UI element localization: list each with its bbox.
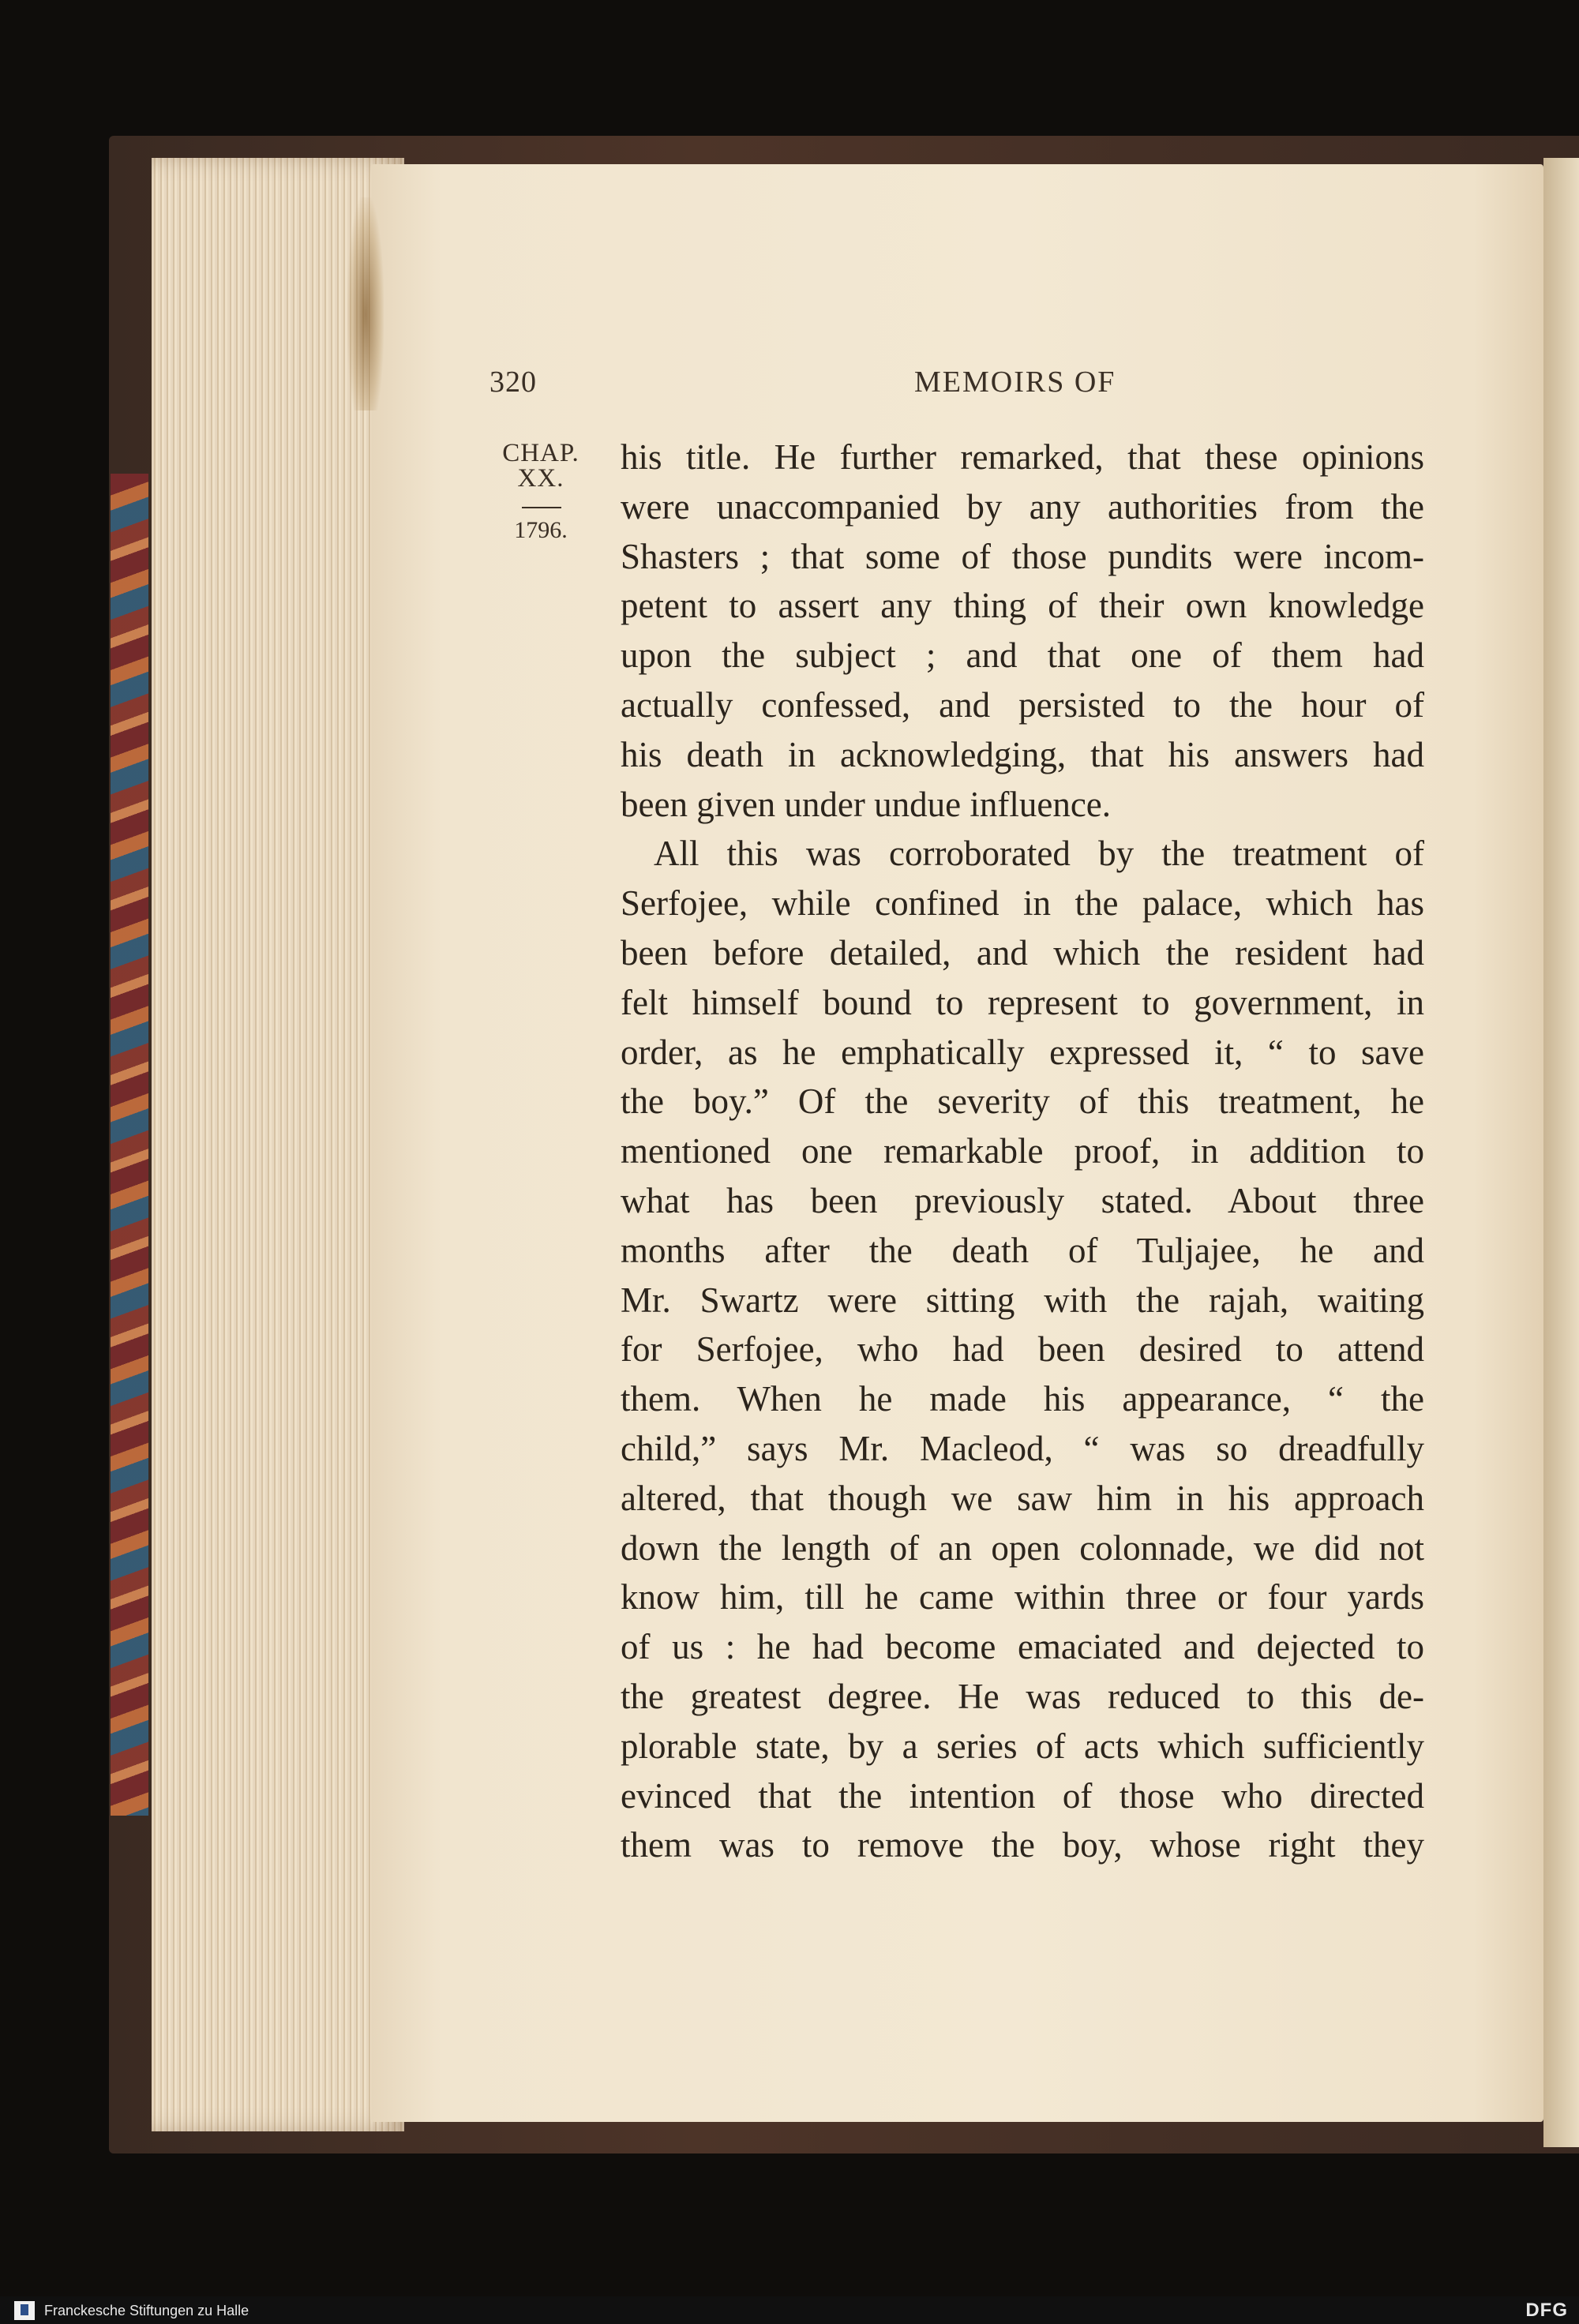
facing-page-edge xyxy=(1543,158,1579,2147)
text-line: the boy.” Of the severity of this treatment, he xyxy=(621,1081,1424,1122)
text-line: petent to assert any thing of their own knowledge xyxy=(621,586,1424,626)
text-line: of us : he had become emaciated and dejected to xyxy=(621,1627,1424,1667)
text-line: All this was corroborated by the treatment of xyxy=(654,834,1424,874)
text-line: the greatest degree. He was reduced to this de- xyxy=(621,1676,1424,1716)
text-line: altered, that though we saw him in his approach xyxy=(621,1478,1424,1518)
margin-chapter-number: XX. xyxy=(517,464,564,493)
text-line: evinced that the intention of those who directed xyxy=(621,1775,1424,1816)
text-line: what has been previously stated. About three xyxy=(621,1180,1424,1220)
text-line: child,” says Mr. Macleod, “ was so dreadfully xyxy=(621,1428,1424,1468)
margin-rule xyxy=(522,507,561,508)
text-line: Mr. Swartz were sitting with the rajah, waiting xyxy=(621,1280,1424,1320)
text-line: felt himself bound to represent to government, in xyxy=(621,982,1424,1022)
body-text xyxy=(621,433,1424,1870)
institution-name: Franckesche Stiftungen zu Halle xyxy=(44,2303,249,2318)
marbled-endpaper xyxy=(111,474,148,1816)
text-line: his title. He further remarked, that these opinions xyxy=(621,437,1424,477)
margin-year: 1796. xyxy=(514,517,568,543)
text-line: been given under undue influence. xyxy=(621,784,1112,824)
text-line: mentioned one remarkable proof, in addition to xyxy=(621,1131,1424,1171)
margin-chapter-label: CHAP. xyxy=(502,439,579,467)
text-line: know him, till he came within three or four yards xyxy=(621,1577,1424,1617)
viewer-footer xyxy=(0,2296,1579,2324)
text-line: them. When he made his appearance, “ the xyxy=(621,1379,1424,1419)
text-line: plorable state, by a series of acts which sufficiently xyxy=(621,1726,1424,1766)
text-line: Shasters ; that some of those pundits were incom- xyxy=(621,536,1424,576)
text-line: been before detailed, and which the resident had xyxy=(621,932,1424,973)
text-line: were unaccompanied by any authorities from the xyxy=(621,486,1424,527)
dfg-logo: DFG xyxy=(1525,2300,1568,2321)
text-line: order, as he emphatically expressed it, “ to save xyxy=(621,1032,1424,1072)
text-line: down the length of an open colonnade, we did not xyxy=(621,1527,1424,1568)
text-line: actually confessed, and persisted to the hour of xyxy=(621,684,1424,725)
text-line: months after the death of Tuljajee, he and xyxy=(621,1230,1424,1270)
running-title: MEMOIRS OF xyxy=(914,365,1116,399)
paper-stain xyxy=(347,197,384,410)
text-line: them was to remove the boy, whose right they xyxy=(621,1825,1424,1865)
page-number: 320 xyxy=(489,365,537,399)
text-line: Serfojee, while confined in the palace, which has xyxy=(621,883,1424,924)
text-line: upon the subject ; and that one of them had xyxy=(621,635,1424,676)
page-edges xyxy=(152,158,404,2131)
text-line: for Serfojee, who had been desired to attend xyxy=(621,1329,1424,1370)
text-line: his death in acknowledging, that his answers had xyxy=(621,734,1424,774)
institution-logo-icon xyxy=(14,2301,35,2320)
